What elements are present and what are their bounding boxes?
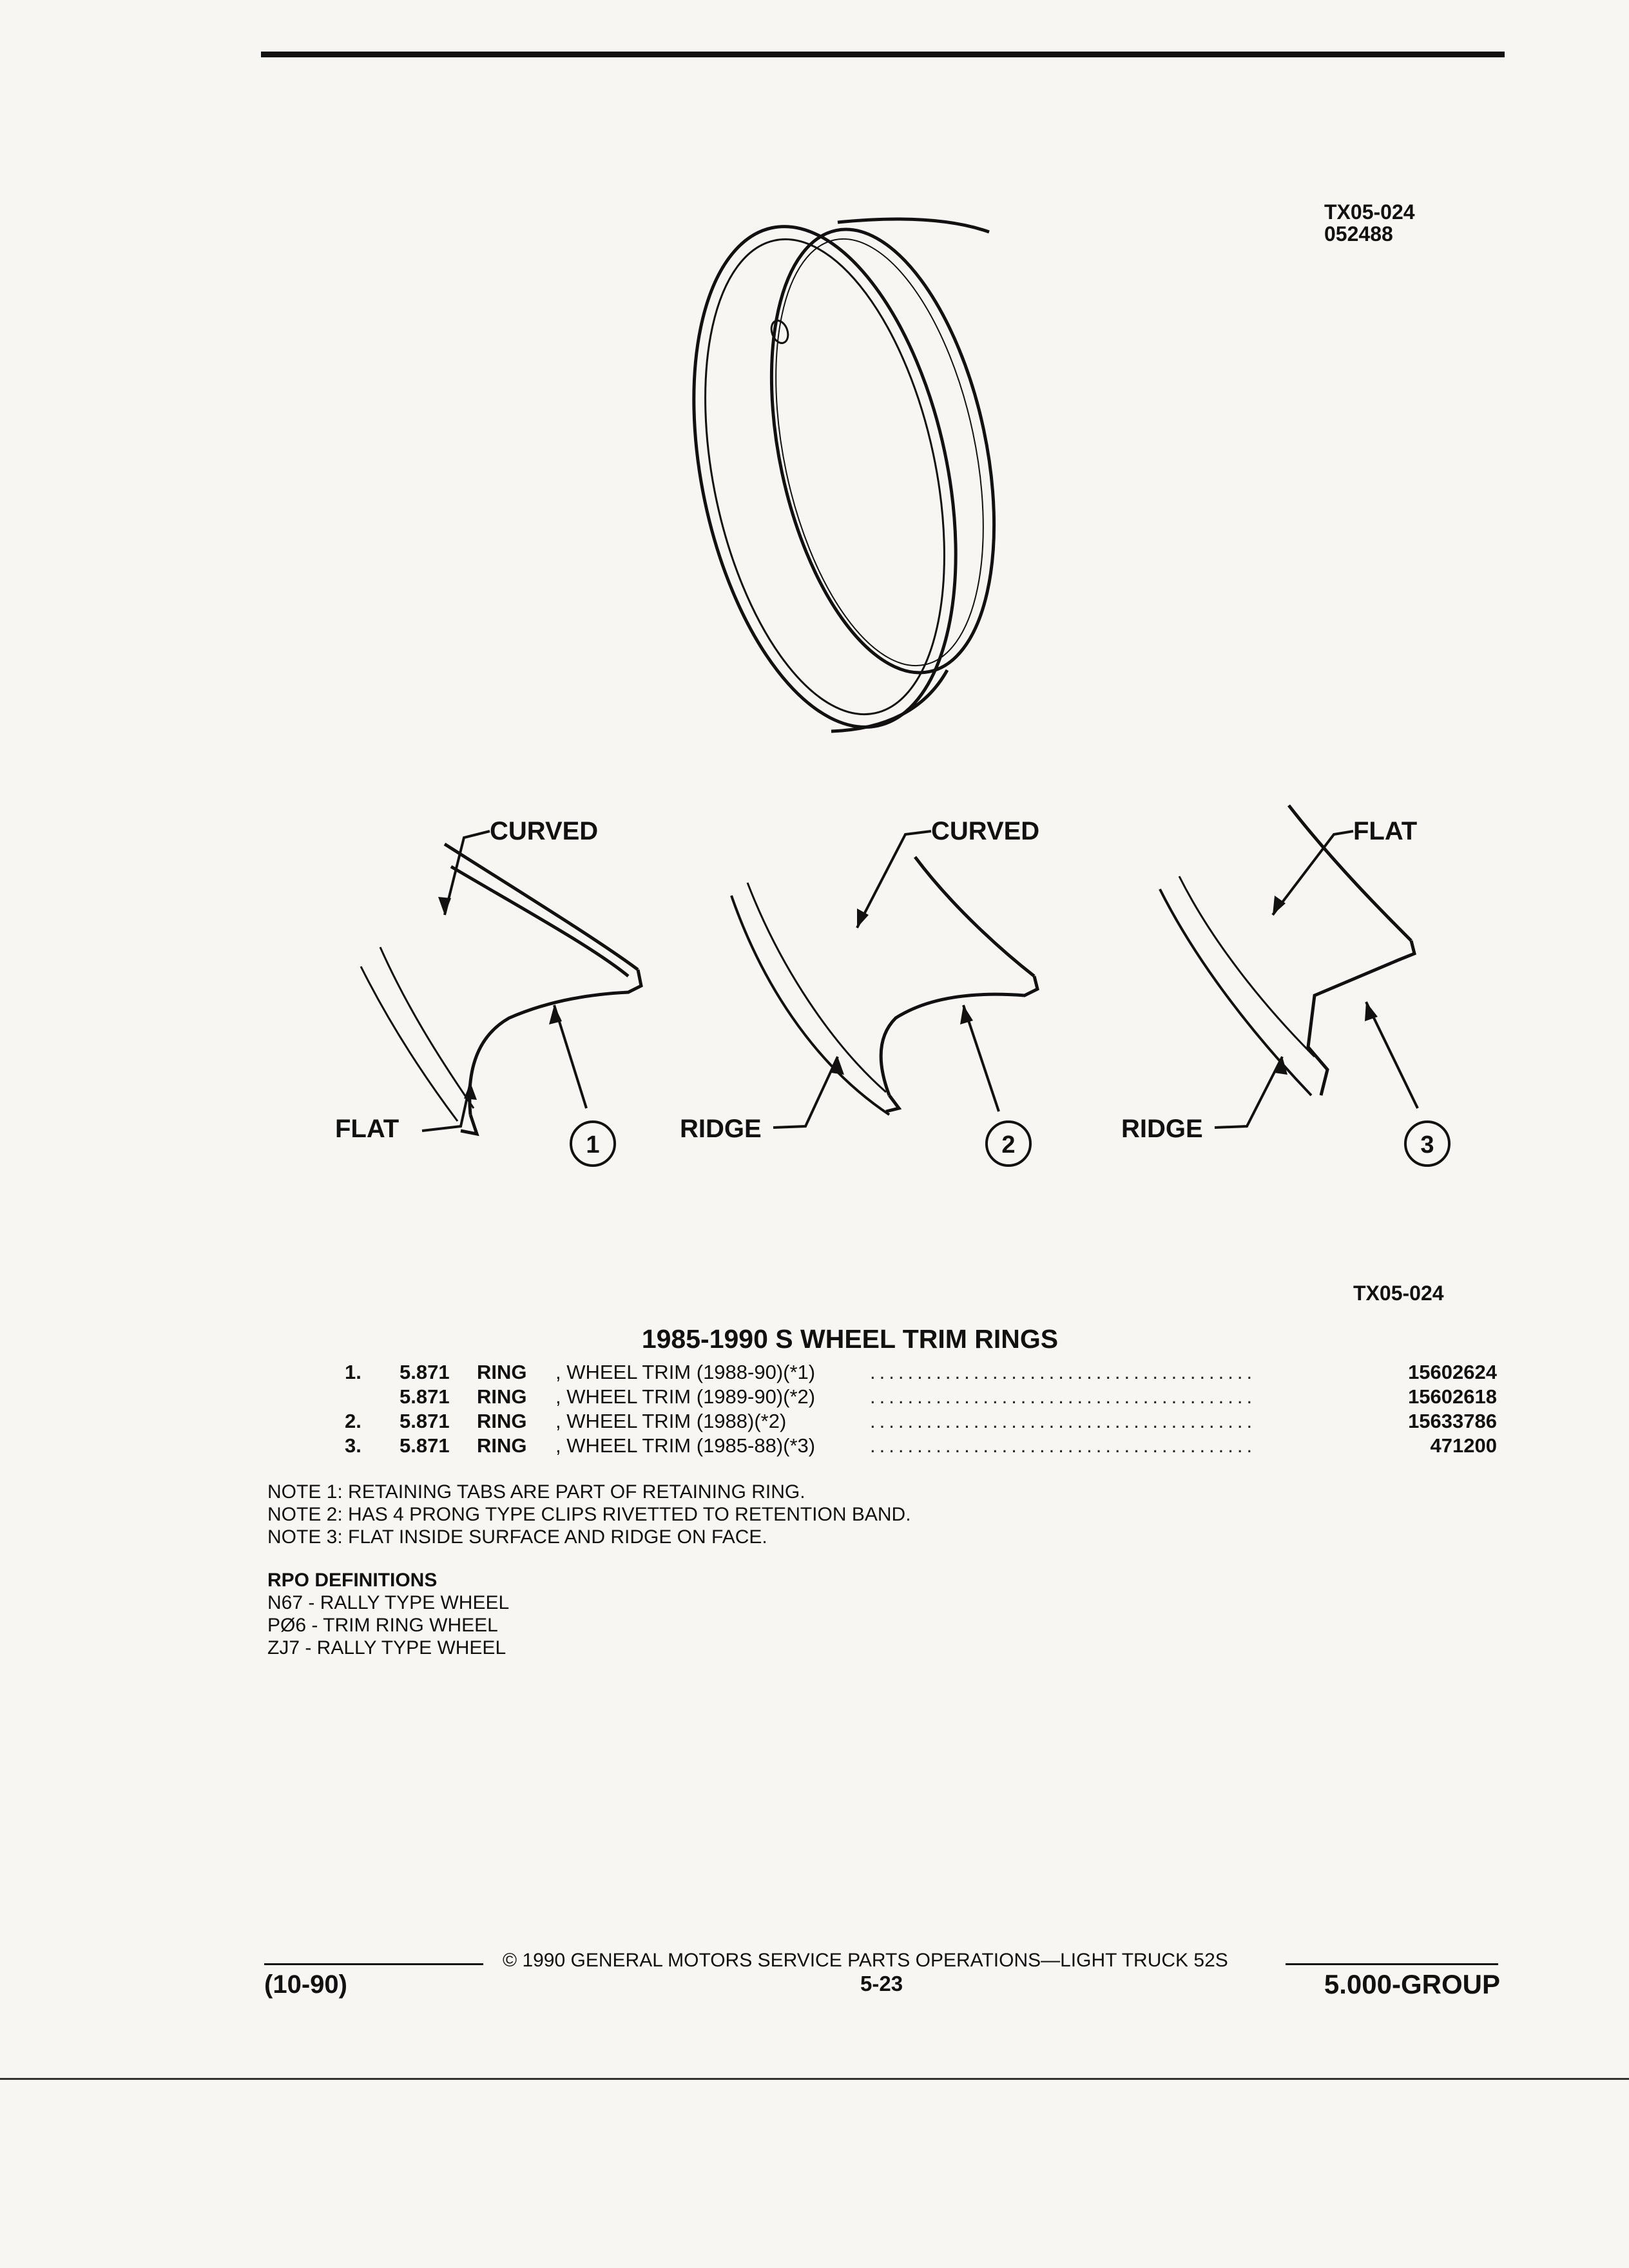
part-number: 15602624 xyxy=(1408,1361,1497,1383)
dot-leader: ......................................... xyxy=(870,1410,1257,1432)
page-number: 5-23 xyxy=(860,1972,903,1995)
trim-ring-drawing xyxy=(652,202,1030,751)
group-number: 5.871 xyxy=(400,1361,450,1383)
dot-leader: ......................................... xyxy=(870,1434,1257,1457)
figure-ref-date: 052488 xyxy=(1324,222,1393,245)
callout-number-1: 1 xyxy=(586,1131,600,1158)
group-number: 5.871 xyxy=(400,1434,450,1457)
dot-leader: ......................................... xyxy=(870,1385,1257,1408)
part-name: RING xyxy=(477,1434,527,1457)
rpo-item: ZJ7 - RALLY TYPE WHEEL xyxy=(267,1637,506,1658)
footer-rule-left xyxy=(264,1963,483,1965)
detail-1-upper-label: CURVED xyxy=(490,817,599,845)
rpo-item: PØ6 - TRIM RING WHEEL xyxy=(267,1615,498,1636)
figure-ref-code: TX05-024 xyxy=(1324,200,1415,224)
part-number: 15602618 xyxy=(1408,1385,1497,1408)
callout-leaders xyxy=(422,831,1418,1131)
parts-row xyxy=(0,1410,1629,1436)
detail-3-lower-label: RIDGE xyxy=(1121,1115,1203,1143)
part-description: , WHEEL TRIM (1985-88)(*3) xyxy=(555,1434,816,1457)
ring-cross-section-2 xyxy=(731,857,1037,1115)
part-name: RING xyxy=(477,1385,527,1408)
bottom-rule xyxy=(0,2078,1629,2080)
part-name: RING xyxy=(477,1410,527,1432)
item-number: 2. xyxy=(345,1410,361,1432)
parts-row xyxy=(0,1434,1629,1460)
note-2: NOTE 2: HAS 4 PRONG TYPE CLIPS RIVETTED TO RETENTION BAND. xyxy=(267,1504,911,1525)
group-number: 5.871 xyxy=(400,1410,450,1432)
note-3: NOTE 3: FLAT INSIDE SURFACE AND RIDGE ON FACE. xyxy=(267,1526,767,1548)
parts-list-title: 1985-1990 S WHEEL TRIM RINGS xyxy=(641,1324,1059,1354)
parts-row xyxy=(0,1385,1629,1411)
item-number: 1. xyxy=(345,1361,361,1383)
figure-caption-code: TX05-024 xyxy=(1353,1282,1444,1305)
ring-cross-section-3 xyxy=(1160,805,1414,1095)
footer-rule-right xyxy=(1286,1963,1498,1965)
note-1: NOTE 1: RETAINING TABS ARE PART OF RETAINING RING. xyxy=(267,1481,805,1503)
rpo-heading: RPO DEFINITIONS xyxy=(267,1570,438,1591)
parts-row xyxy=(0,1361,1629,1387)
part-description: , WHEEL TRIM (1988)(*2) xyxy=(555,1410,787,1432)
part-description: , WHEEL TRIM (1989-90)(*2) xyxy=(555,1385,816,1408)
copyright: © 1990 GENERAL MOTORS SERVICE PARTS OPERATIONS—LIGHT TRUCK 52S xyxy=(503,1950,1228,1971)
dot-leader: ......................................... xyxy=(870,1361,1257,1383)
part-name: RING xyxy=(477,1361,527,1383)
part-number: 15633786 xyxy=(1408,1410,1497,1432)
callout-number-3: 3 xyxy=(1420,1131,1434,1158)
detail-2-upper-label: CURVED xyxy=(931,817,1040,845)
callout-number-2: 2 xyxy=(1001,1131,1016,1158)
ring-cross-section-1 xyxy=(361,844,641,1134)
group-number: 5.871 xyxy=(400,1385,450,1408)
footer-group: 5.000-GROUP xyxy=(1324,1969,1500,1999)
rpo-item: N67 - RALLY TYPE WHEEL xyxy=(267,1592,510,1613)
detail-3-upper-label: FLAT xyxy=(1353,817,1418,845)
part-number: 471200 xyxy=(1430,1434,1497,1457)
detail-1-lower-label: FLAT xyxy=(335,1115,400,1143)
part-description: , WHEEL TRIM (1988-90)(*1) xyxy=(555,1361,816,1383)
item-number: 3. xyxy=(345,1434,361,1457)
detail-2-lower-label: RIDGE xyxy=(680,1115,762,1143)
footer-date-code: (10-90) xyxy=(264,1970,347,1999)
